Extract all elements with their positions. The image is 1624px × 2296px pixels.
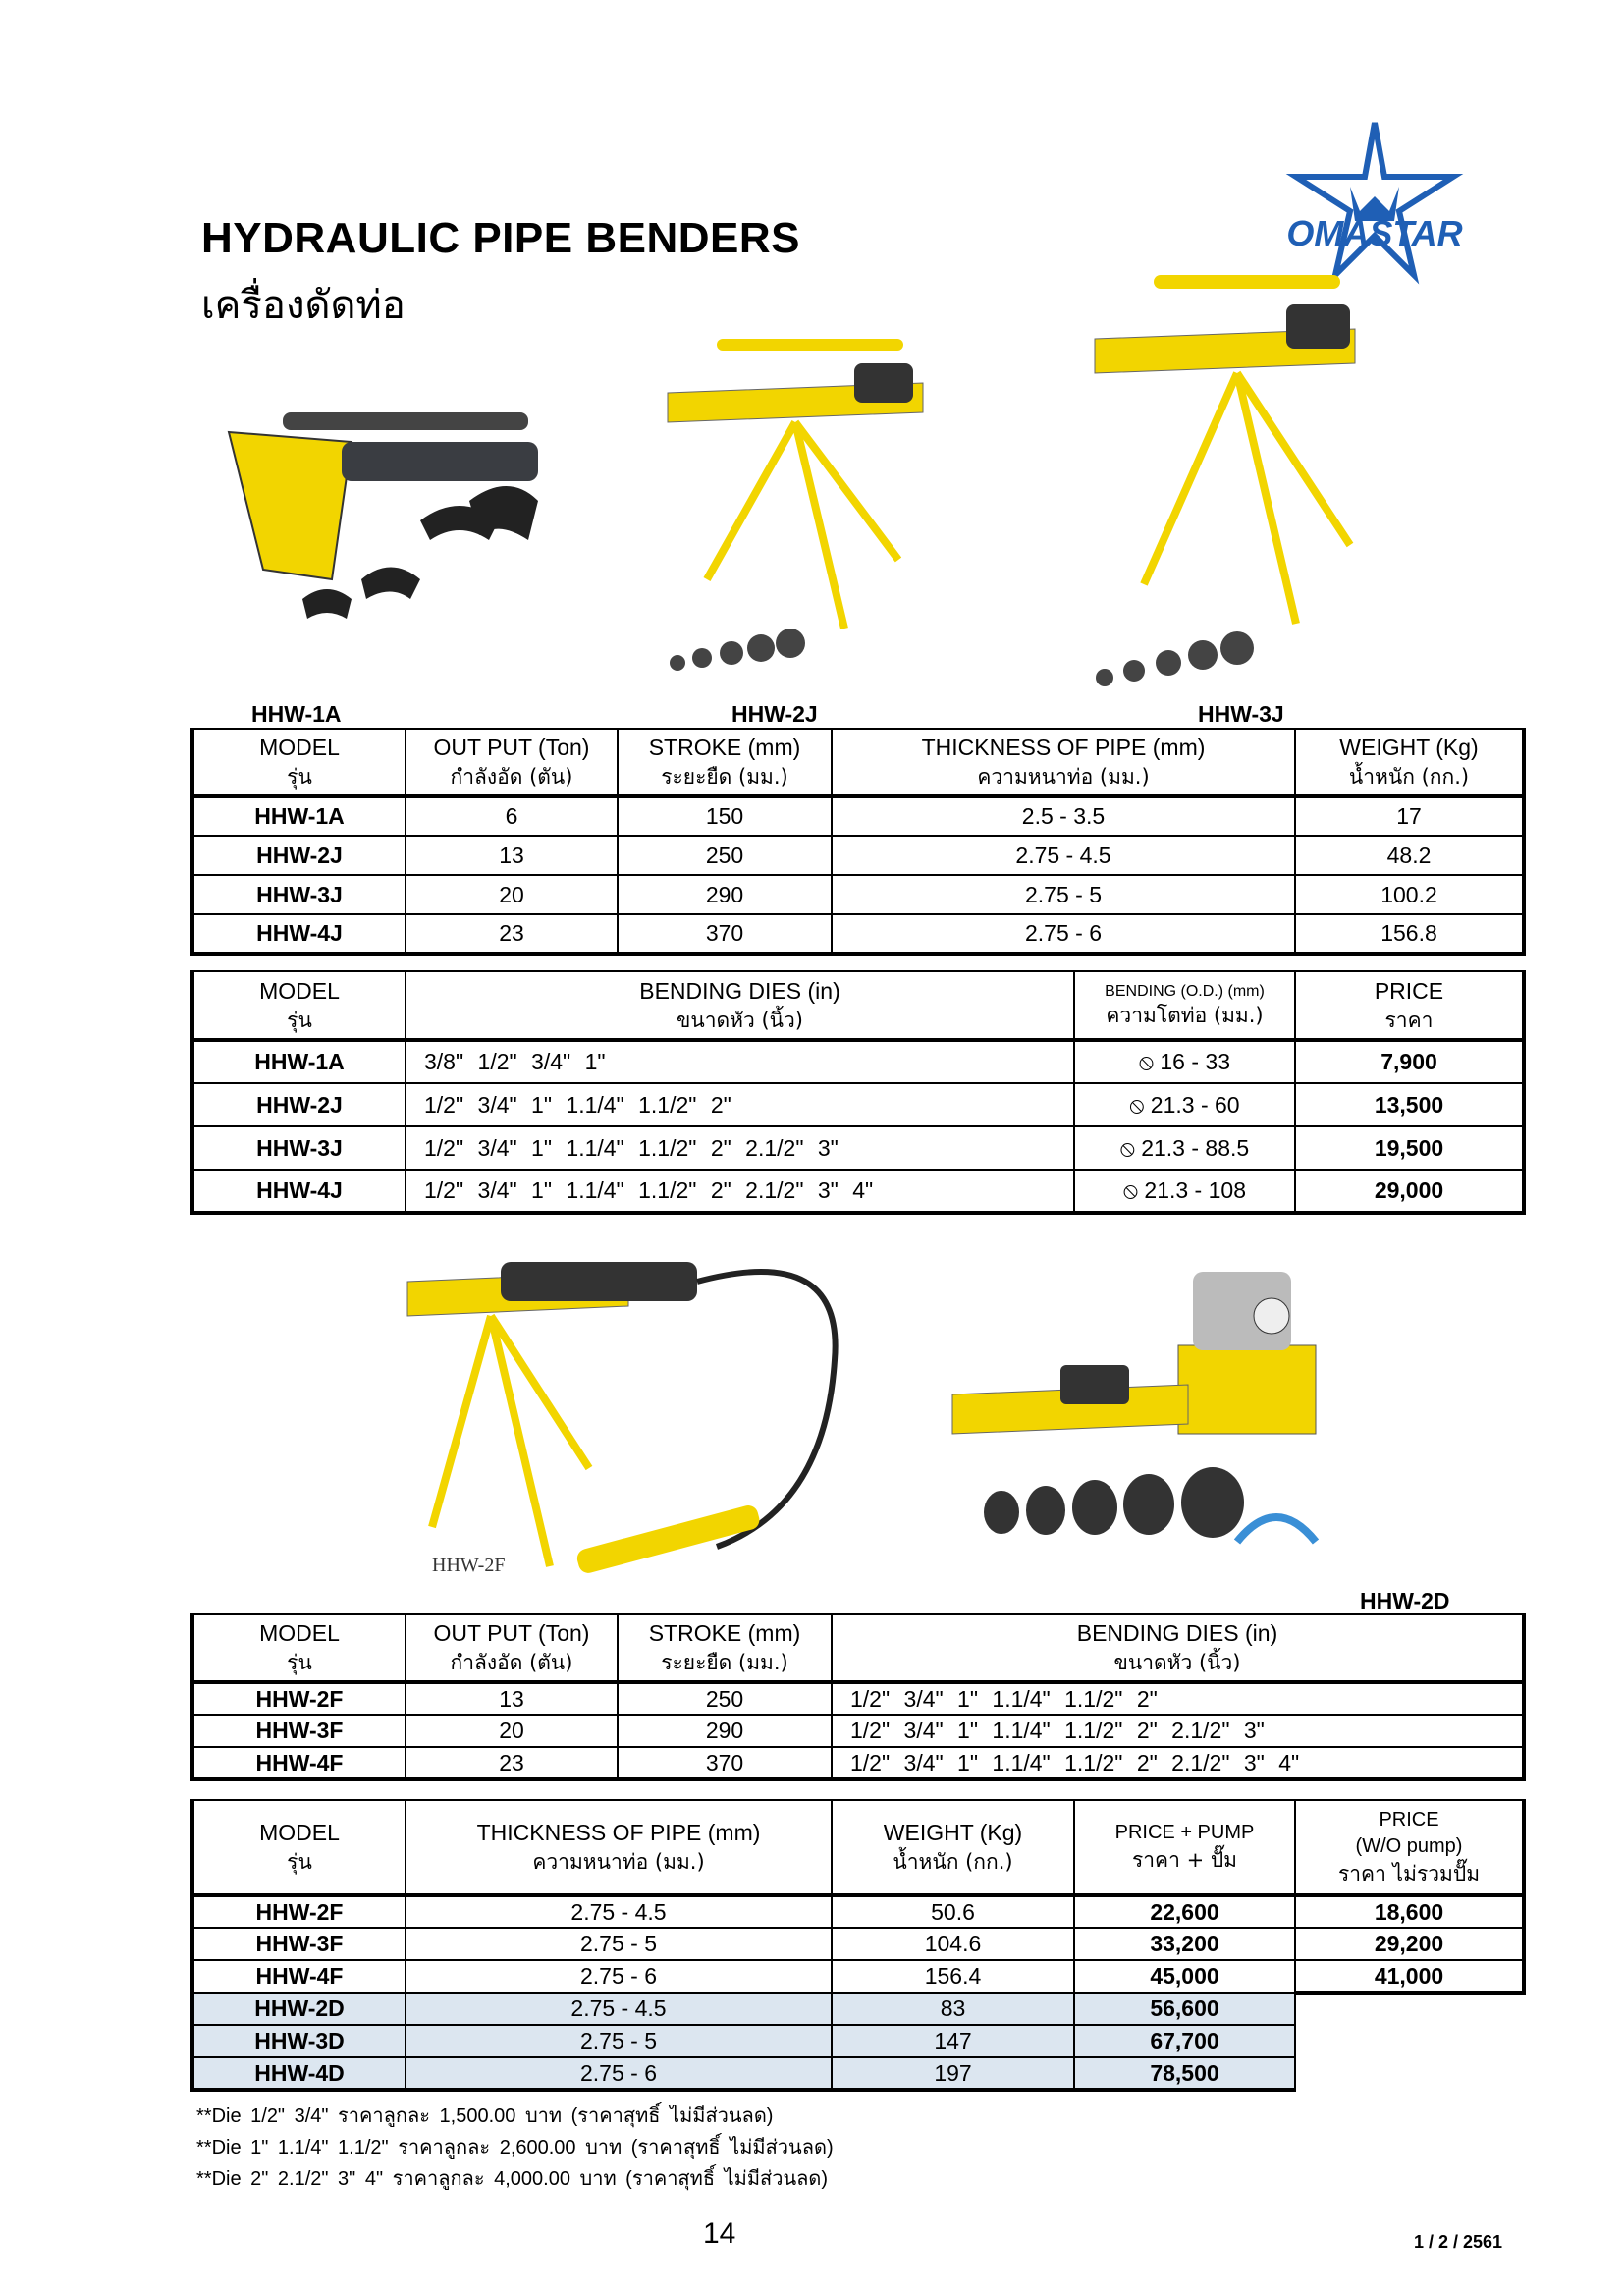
model-cell: HHW-3J (192, 1126, 406, 1170)
header-line: กำลังอัด (ตัน) (450, 765, 573, 790)
column-header (192, 1800, 406, 1895)
value-cell: 104.6 (832, 1928, 1074, 1960)
header-row (192, 971, 1524, 1040)
header-line: ระยะยืด (มม.) (661, 765, 788, 790)
value-cell: 17 (1295, 796, 1524, 836)
empty-cell (1295, 2057, 1524, 2090)
value-cell: 250 (618, 836, 832, 875)
table-row (192, 1040, 1524, 1083)
column-header (406, 1614, 618, 1682)
value-cell: ⦸ 16 - 33 (1074, 1040, 1295, 1083)
table-row (192, 914, 1524, 954)
value-cell: 1/2" 3/4" 1" 1.1/4" 1.1/2" 2" 2.1/2" 3" (832, 1715, 1524, 1747)
header-line: THICKNESS OF PIPE (mm) (921, 735, 1206, 761)
header-line: WEIGHT (Kg) (1339, 735, 1479, 761)
table-row (192, 1960, 1524, 1993)
value-cell: 250 (618, 1682, 832, 1715)
column-header (406, 729, 618, 796)
table-row (192, 875, 1524, 914)
value-cell: 1/2" 3/4" 1" 1.1/4" 1.1/2" 2" (406, 1083, 1074, 1126)
value-cell: 197 (832, 2057, 1074, 2090)
die-price-note-1: **Die 1/2" 3/4" ราคาลูกละ 1,500.00 บาท (ราคาสุทธิ์ ไม่มีส่วนลด) (196, 2105, 774, 2127)
value-cell: 50.6 (832, 1895, 1074, 1928)
header-line: น้ำหนัก (กก.) (1348, 765, 1470, 790)
page-subtitle: เครื่องดัดท่อ (201, 283, 406, 328)
value-cell: 20 (406, 1715, 618, 1747)
value-cell: 1/2" 3/4" 1" 1.1/4" 1.1/2" 2" 2.1/2" 3" 4" (406, 1170, 1074, 1213)
table-row (192, 1170, 1524, 1213)
omastar-logo (1281, 118, 1468, 290)
table-row (192, 2025, 1524, 2057)
table-row (192, 2057, 1524, 2090)
value-cell: 19,500 (1295, 1126, 1524, 1170)
model-cell: HHW-3J (192, 875, 406, 914)
column-header (1295, 971, 1524, 1040)
page-number: 14 (703, 2217, 736, 2250)
model-cell: HHW-4F (192, 1747, 406, 1779)
value-cell: 2.75 - 6 (832, 914, 1295, 954)
column-header (832, 1800, 1074, 1895)
value-cell: 83 (832, 1993, 1074, 2025)
model-cell: HHW-1A (192, 796, 406, 836)
value-cell: 13 (406, 1682, 618, 1715)
header-line: MODEL (259, 977, 340, 1004)
header-line: OUT PUT (Ton) (433, 1620, 590, 1647)
value-cell: 6 (406, 796, 618, 836)
header-row (192, 1614, 1524, 1682)
page-title: HYDRAULIC PIPE BENDERS (201, 214, 800, 262)
value-cell: 18,600 (1295, 1895, 1524, 1928)
value-cell: 13 (406, 836, 618, 875)
value-cell: 156.8 (1295, 914, 1524, 954)
value-cell: 2.75 - 6 (406, 2057, 832, 2090)
column-header (1074, 971, 1295, 1040)
column-header (192, 729, 406, 796)
column-header (1295, 1800, 1524, 1895)
value-cell: 1/2" 3/4" 1" 1.1/4" 1.1/2" 2" 2.1/2" 3" 4" (832, 1747, 1524, 1779)
table-row (192, 1126, 1524, 1170)
label-hhw-2j: HHW-2J (731, 701, 818, 727)
value-cell: ⦸ 21.3 - 88.5 (1074, 1126, 1295, 1170)
value-cell: 2.75 - 5 (832, 875, 1295, 914)
value-cell: 13,500 (1295, 1083, 1524, 1126)
value-cell: ⦸ 21.3 - 108 (1074, 1170, 1295, 1213)
page-date: 1 / 2 / 2561 (1414, 2232, 1503, 2252)
table-row (192, 1895, 1524, 1928)
value-cell: 2.75 - 6 (406, 1960, 832, 1993)
header-line: ความหนาท่อ (มม.) (977, 765, 1150, 790)
value-cell: 23 (406, 1747, 618, 1779)
header-line: PRICE + PUMP (1114, 1822, 1255, 1844)
header-line: MODEL (259, 735, 340, 761)
value-cell: 41,000 (1295, 1960, 1524, 1993)
model-cell: HHW-2F (192, 1895, 406, 1928)
column-header (192, 1614, 406, 1682)
model-cell: HHW-4J (192, 914, 406, 954)
column-header (1074, 1800, 1295, 1895)
header-row (192, 1800, 1524, 1895)
model-cell: HHW-2J (192, 836, 406, 875)
table-row (192, 1682, 1524, 1715)
value-cell: 2.75 - 5 (406, 2025, 832, 2057)
column-header (618, 729, 832, 796)
value-cell: 100.2 (1295, 875, 1524, 914)
value-cell: 150 (618, 796, 832, 836)
model-cell: HHW-1A (192, 1040, 406, 1083)
value-cell: 23 (406, 914, 618, 954)
header-line: WEIGHT (Kg) (883, 1820, 1023, 1846)
value-cell: 370 (618, 1747, 832, 1779)
value-cell: 3/8" 1/2" 3/4" 1" (406, 1040, 1074, 1083)
header-line: รุ่น (287, 765, 312, 790)
value-cell: 2.75 - 4.5 (406, 1895, 832, 1928)
hhw-1a-image (224, 393, 568, 648)
hhw-2d-image (943, 1267, 1434, 1581)
value-cell: 290 (618, 875, 832, 914)
header-line: ราคา + ปั๊ม (1131, 1848, 1238, 1873)
value-cell: 45,000 (1074, 1960, 1295, 1993)
header-line: STROKE (mm) (648, 735, 801, 761)
hhw-2j-image (658, 334, 943, 678)
die-price-note-2: **Die 1" 1.1/4" 1.1/2" ราคาลูกละ 2,600.00 บาท (ราคาสุทธิ์ ไม่มีส่วนลด) (196, 2137, 834, 2159)
price-table-f-d-series (190, 1799, 1526, 2092)
value-cell: 147 (832, 2025, 1074, 2057)
empty-cell (1295, 1993, 1524, 2025)
value-cell: 1/2" 3/4" 1" 1.1/4" 1.1/2" 2" 2.1/2" 3" (406, 1126, 1074, 1170)
model-cell: HHW-2F (192, 1682, 406, 1715)
model-cell: HHW-3F (192, 1928, 406, 1960)
die-price-note-3: **Die 2" 2.1/2" 3" 4" ราคาลูกละ 4,000.00 บาท (ราคาสุทธิ์ ไม่มีส่วนลด) (196, 2168, 829, 2190)
model-cell: HHW-2D (192, 1993, 406, 2025)
header-line: MODEL (259, 1620, 340, 1647)
table-row (192, 836, 1524, 875)
header-line: STROKE (mm) (648, 1620, 801, 1647)
table-row (192, 1083, 1524, 1126)
header-line: ความหนาท่อ (มม.) (532, 1850, 705, 1875)
value-cell: 67,700 (1074, 2025, 1295, 2057)
column-header (832, 1614, 1524, 1682)
hhw-2f-image (403, 1242, 864, 1606)
header-line: PRICE (1379, 1808, 1439, 1831)
value-cell: 370 (618, 914, 832, 954)
model-cell: HHW-3D (192, 2025, 406, 2057)
header-line: กำลังอัด (ตัน) (450, 1651, 573, 1675)
value-cell: 56,600 (1074, 1993, 1295, 2025)
column-header (832, 729, 1295, 796)
value-cell: 2.75 - 4.5 (832, 836, 1295, 875)
header-line: รุ่น (287, 1008, 312, 1032)
header-line: รุ่น (287, 1651, 312, 1675)
column-header (192, 971, 406, 1040)
value-cell: 2.75 - 4.5 (406, 1993, 832, 2025)
model-cell: HHW-2J (192, 1083, 406, 1126)
svg-text:OMASTAR: OMASTAR (1286, 213, 1463, 253)
table-row (192, 1928, 1524, 1960)
value-cell: 29,000 (1295, 1170, 1524, 1213)
model-cell: HHW-4J (192, 1170, 406, 1213)
header-row (192, 729, 1524, 796)
specs-table-j-series (190, 728, 1526, 956)
column-header (406, 1800, 832, 1895)
value-cell: ⦸ 21.3 - 60 (1074, 1083, 1295, 1126)
value-cell: 78,500 (1074, 2057, 1295, 2090)
table-row (192, 1747, 1524, 1779)
label-hhw-1a: HHW-1A (251, 701, 342, 727)
header-line: MODEL (259, 1820, 340, 1846)
column-header (406, 971, 1074, 1040)
table-row (192, 796, 1524, 836)
column-header (618, 1614, 832, 1682)
header-line: BENDING DIES (in) (1076, 1620, 1278, 1647)
value-cell: 29,200 (1295, 1928, 1524, 1960)
model-cell: HHW-4D (192, 2057, 406, 2090)
model-cell: HHW-3F (192, 1715, 406, 1747)
header-line: น้ำหนัก (กก.) (893, 1850, 1013, 1875)
label-hhw-3j: HHW-3J (1198, 701, 1284, 727)
dies-price-table-j-series (190, 970, 1526, 1215)
hhw-3j-image (1090, 270, 1365, 687)
header-line: THICKNESS OF PIPE (mm) (476, 1820, 761, 1846)
header-line: ราคา (1384, 1008, 1434, 1032)
header-line: PRICE (1374, 977, 1444, 1004)
header-line: ความโตท่อ (มม.) (1106, 1004, 1264, 1028)
value-cell: 1/2" 3/4" 1" 1.1/4" 1.1/2" 2" (832, 1682, 1524, 1715)
value-cell: 33,200 (1074, 1928, 1295, 1960)
table-row (192, 1993, 1524, 2025)
value-cell: 22,600 (1074, 1895, 1295, 1928)
value-cell: 48.2 (1295, 836, 1524, 875)
value-cell: 2.75 - 5 (406, 1928, 832, 1960)
header-line: (W/O pump) (1355, 1834, 1463, 1857)
hhw-2f-image-label: HHW-2F (432, 1555, 506, 1576)
column-header (1295, 729, 1524, 796)
value-cell: 156.4 (832, 1960, 1074, 1993)
model-cell: HHW-4F (192, 1960, 406, 1993)
label-hhw-2d: HHW-2D (1360, 1588, 1450, 1613)
table-row (192, 1715, 1524, 1747)
value-cell: 290 (618, 1715, 832, 1747)
header-line: ขนาดหัว (นิ้ว) (1113, 1651, 1241, 1675)
header-line: OUT PUT (Ton) (433, 735, 590, 761)
header-line: ขนาดหัว (นิ้ว) (677, 1008, 803, 1032)
value-cell: 20 (406, 875, 618, 914)
specs-table-f-series (190, 1613, 1526, 1781)
value-cell: 2.5 - 3.5 (832, 796, 1295, 836)
header-line: BENDING (O.D.) (mm) (1105, 982, 1265, 1000)
header-line: BENDING DIES (in) (639, 977, 840, 1004)
header-line: ระยะยืด (มม.) (661, 1651, 788, 1675)
value-cell: 7,900 (1295, 1040, 1524, 1083)
header-line: รุ่น (287, 1850, 312, 1875)
empty-cell (1295, 2025, 1524, 2057)
header-line: ราคา ไม่รวมปั๊ม (1337, 1861, 1481, 1886)
